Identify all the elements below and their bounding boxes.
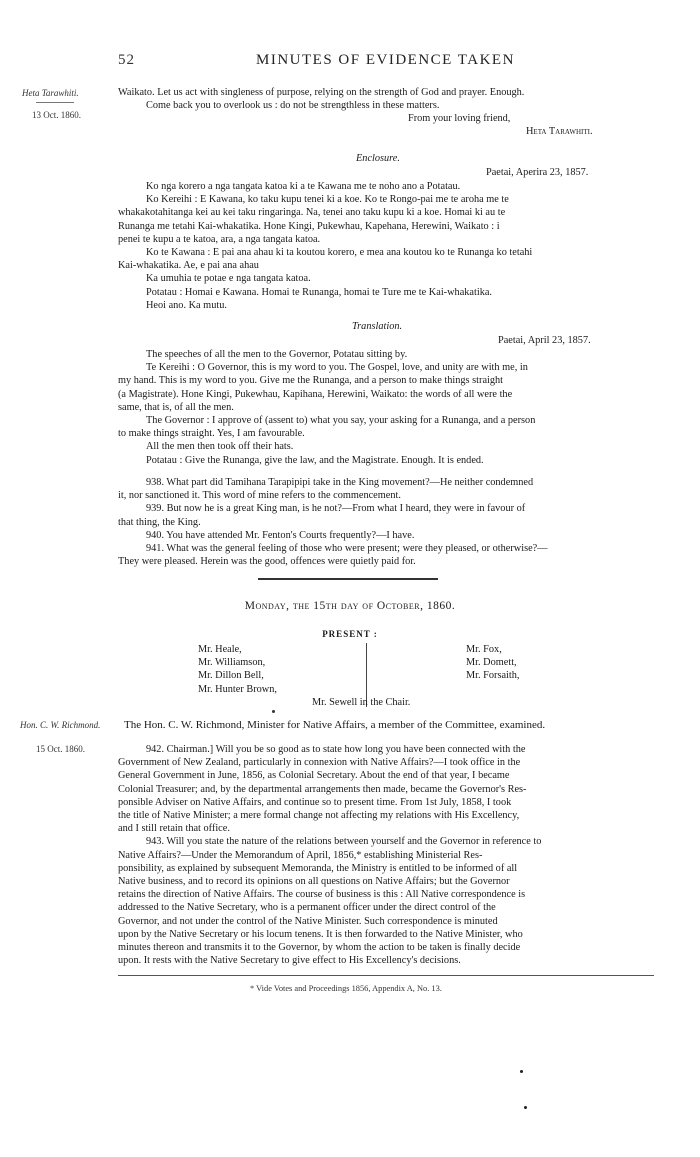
enclosure-body xyxy=(118,180,654,312)
qa-line: Native business, and to record its opinions on all questions on Native Affairs; but the Governor xyxy=(118,876,510,888)
translation-dateline: Paetai, April 23, 1857. xyxy=(498,335,591,346)
qa-line: Government of New Zealand, particularly in connexion with Native Affairs?—I took office in the xyxy=(118,757,521,769)
qa-line: retains the direction of Native Affairs. The course of business is this : All Native correspondence is xyxy=(118,889,526,901)
qa-line: and I still retain that office. xyxy=(118,823,230,835)
qa-line: Governor, and not under the control of the Native Minister. Such correspondence is minuted xyxy=(118,915,498,927)
letter-line: Come back you to overlook us : do not be strengthless in these matters. xyxy=(146,100,440,111)
qa-line: 941. What was the general feeling of those who were present; were they pleased, or otherwise?— xyxy=(146,543,548,555)
section-rule xyxy=(258,578,438,580)
footnote: * Vide Votes and Proceedings 1856, Appendix A, No. 13. xyxy=(250,984,442,993)
qa-line: upon. It rests with the Native Secretary to give effect to His Excellency's decisions. xyxy=(118,955,461,967)
qa-section-2 xyxy=(118,743,654,967)
margin-divider xyxy=(36,102,74,103)
enclosure-line: Runanga me tetahi Kai-whakatika. Hone Kingi, Pukewhau, Kapehana, Herewini, Waikato : i xyxy=(118,220,500,232)
translation-line: Te Kereihi : O Governor, this is my word to you. The Gospel, love, and unity are with me, in xyxy=(146,362,528,374)
qa-line: 943. Will you state the nature of the relations between yourself and the Governor in reference to xyxy=(146,836,542,848)
qa-line: General Government in June, 1856, as Colonial Secretary. About the end of that year, I became xyxy=(118,770,510,782)
member-name: Mr. Forsaith, xyxy=(466,670,520,682)
qa-section-1 xyxy=(118,476,654,568)
translation-line: The Governor : I approve of (assent to) what you say, your asking for a Runanga, and a person xyxy=(146,415,536,427)
margin-witness-name: Heta Tarawhiti. xyxy=(22,88,79,98)
letter-closing: From your loving friend, xyxy=(408,113,511,124)
enclosure-heading: Enclosure. xyxy=(356,153,400,164)
member-name: Mr. Dillon Bell, xyxy=(198,670,264,682)
enclosure-line: Ko Kereihi : E Kawana, ko taku kupu tenei ki a koe. Ko te Rongo-pai me te aroha me te xyxy=(146,194,509,206)
qa-line: They were pleased. Herein was the good, offences were quietly paid for. xyxy=(118,556,416,568)
qa-line: ponsibility, as explained by subsequent Memoranda, the Ministry is entitled to be informed of all xyxy=(118,862,518,874)
margin-witness-date: 13 Oct. 1860. xyxy=(32,110,81,120)
dot-mark xyxy=(524,1106,527,1109)
member-name: Mr. Heale, xyxy=(198,644,242,655)
qa-line: ponsible Adviser on Native Affairs, and continue so to present time. From 1st July, 1858, I took xyxy=(118,796,512,808)
member-name: Mr. Hunter Brown, xyxy=(198,683,277,695)
enclosure-line: Kai-whakatika. Ae, e pai ana ahau xyxy=(118,260,259,272)
letter-line: Waikato. Let us act with singleness of purpose, relying on the strength of God and prayer. Enough. xyxy=(118,87,525,98)
qa-line: the title of Native Minister; a mere formal change not affecting my relations with His Excellency, xyxy=(118,810,520,822)
session-title: Monday, the 15th day of October, 1860. xyxy=(244,600,456,612)
page-number: 52 xyxy=(118,52,135,68)
translation-line: Potatau : Give the Runanga, give the law, and the Magistrate. Enough. It is ended. xyxy=(146,454,484,466)
translation-line: All the men then took off their hats. xyxy=(146,441,294,453)
enclosure-line: whakakotahitanga kei au kei taku ringaringa. Na, tenei ano taku kupu ki a koe. Homai ki au te xyxy=(118,207,506,219)
enclosure-line: Potatau : Homai e Kawana. Homai te Runanga, homai te Ture me te Kai-whakatika. xyxy=(146,286,492,298)
enclosure-line: penei te kupu a te katoa, ara, a nga tangata katoa. xyxy=(118,233,321,245)
qa-line: upon by the Native Secretary or his locum tenens. It is then forwarded to the Native Minister, who xyxy=(118,928,523,940)
enclosure-line: Ko nga korero a nga tangata katoa ki a te Kawana me te noho ano a Potatau. xyxy=(146,181,461,192)
translation-line: my hand. This is my word to you. Give me the Runanga, and a person to make things straight xyxy=(118,375,504,387)
dot-mark xyxy=(272,710,275,713)
qa-line: addressed to the Native Secretary, who is a permanent officer under the direct control of the xyxy=(118,902,496,914)
enclosure-line: Ka umuhia te potae e nga tangata katoa. xyxy=(146,273,311,285)
qa-line: 939. But now he is a great King man, is he not?—From what I heard, they were in favour of xyxy=(146,503,526,515)
translation-line: (a Magistrate). Hone Kingi, Pukewhau, Kapihana, Herewini, Waikato: the words of all were the xyxy=(118,388,513,400)
footnote-rule xyxy=(118,975,654,976)
translation-line: The speeches of all the men to the Governor, Potatau sitting by. xyxy=(146,349,408,360)
dot-mark xyxy=(520,1070,523,1073)
translation-line: to make things straight. Yes, I am favourable. xyxy=(118,428,305,440)
translation-body xyxy=(118,348,654,467)
margin-witness-name: Hon. C. W. Richmond. xyxy=(20,720,101,730)
running-header: MINUTES OF EVIDENCE TAKEN xyxy=(256,52,515,68)
witness-intro: The Hon. C. W. Richmond, Minister for Native Affairs, a member of the Committee, examined. xyxy=(124,719,546,731)
members-right xyxy=(466,643,520,683)
qa-line: 938. What part did Tamihana Tarapipipi take in the King movement?—He neither condemned xyxy=(146,477,534,488)
qa-line: Native Affairs?—Under the Memorandum of April, 1856,* establishing Ministerial Res- xyxy=(118,849,483,861)
qa-line: it, nor sanctioned it. This word of mine refers to the commencement. xyxy=(118,490,401,502)
present-label: PRESENT : xyxy=(322,629,378,639)
qa-line: 940. You have attended Mr. Fenton's Courts frequently?—I have. xyxy=(146,529,415,541)
members-left xyxy=(198,643,277,696)
qa-line: minutes thereon and transmits it to the Governor, by whom the action to be taken is finally decide xyxy=(118,942,521,954)
qa-line: Colonial Treasurer; and, by the departmental arrangements then made, became the Governor's Res- xyxy=(118,783,527,795)
margin-witness-date: 15 Oct. 1860. xyxy=(36,744,85,754)
enclosure-line: Heoi ano. Ka mutu. xyxy=(146,299,227,311)
enclosure-dateline: Paetai, Aperira 23, 1857. xyxy=(486,167,589,178)
member-name: Mr. Domett, xyxy=(466,657,517,669)
translation-heading: Translation. xyxy=(352,321,403,332)
chair-note: Mr. Sewell in the Chair. xyxy=(312,697,411,708)
member-name: Mr. Fox, xyxy=(466,644,502,655)
enclosure-line: Ko te Kawana : E pai ana ahau ki ta koutou korero, e mea ana koutou ko te Runanga ko tetahi xyxy=(146,247,533,259)
letter-signature: Heta Tarawhiti. xyxy=(526,126,593,137)
qa-line: that thing, the King. xyxy=(118,516,201,528)
member-name: Mr. Williamson, xyxy=(198,657,266,669)
translation-line: same, that is, of all the men. xyxy=(118,401,234,413)
qa-line: 942. Chairman.] Will you be so good as to state how long you have been connected with the xyxy=(146,744,526,755)
